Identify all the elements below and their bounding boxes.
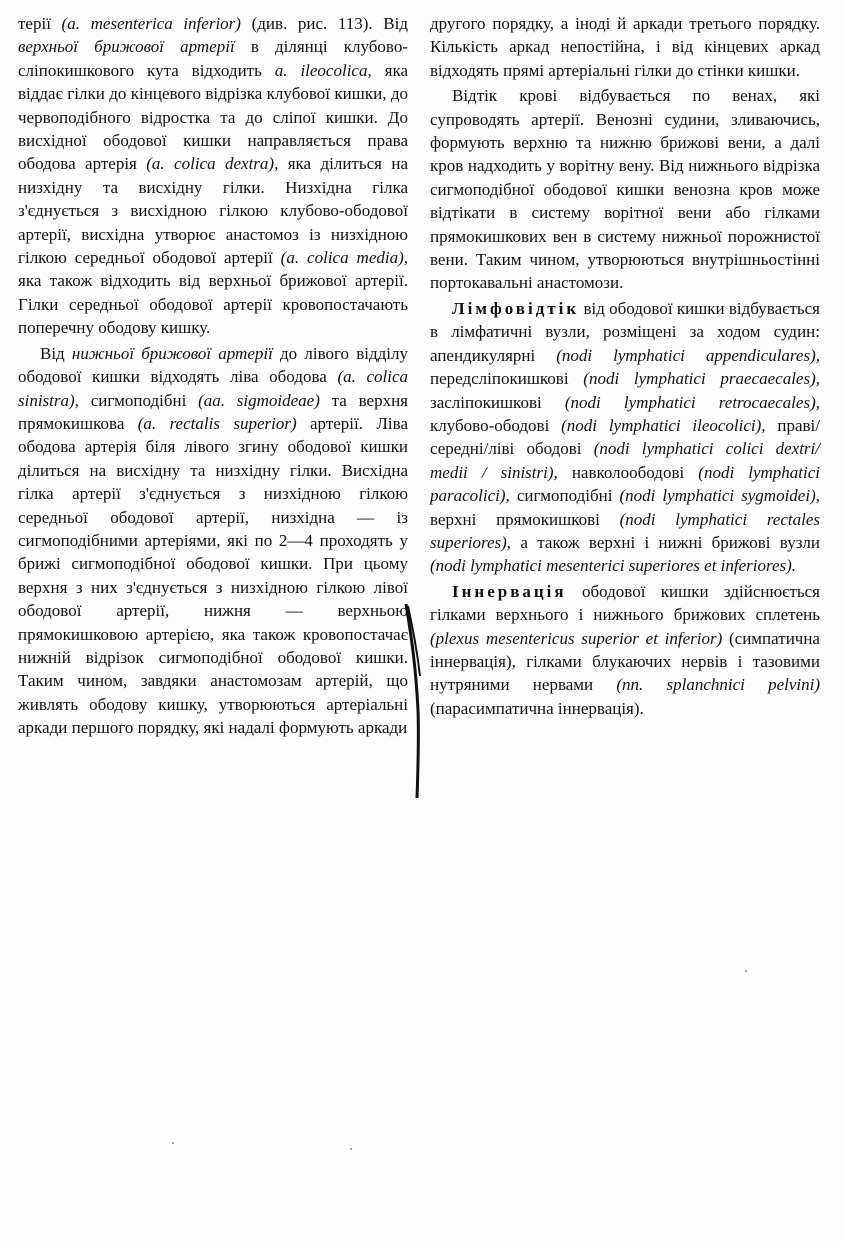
- scan-speck: [172, 1142, 174, 1144]
- paragraph-innervation: Іннервація ободової кишки здійснюється гілками верхнього і нижнього брижових сплетень (plexus mesentericus superior et inferior) (симпатична іннервація), гілками блукаючих нервів і тазовими нутряними нервами (nn. splanchnici pelvini) (парасимпатична іннервація).: [430, 581, 820, 718]
- term-innervation: Іннервація: [452, 581, 567, 601]
- paragraph-arteries-inferior: Від нижньої брижової артерії до лівого відділу ободової кишки відходять ліва ободова (a. colica sinistra), сигмоподібні (aa. sigmoideae) та верхня прямокишкова (a. rectalis superior) артерії. Ліва ободова артерія біля лівого згину ободової кишки ділиться на висхідну та низхідну гілки. Висхідна гілка артерії з'єднується з низхідною гілкою середньої ободової артерії, низхідна — із сигмоподібними артеріями, які по 2—4 проходять у брижі сигмоподібної ободової кишки. При цьому верхня з них з'єднується з низхідною гілкою лівої ободової артерії, нижня — верхньою прямокишковою артерією, яка також кровопостачає нижній відрізок сигмоподібної ободової кишки. Таким чином, завдяки анастомозам артерій, що живлять ободову кишку, утворюються артеріальні аркади першого порядку, які надалі формують аркади: [18, 343, 408, 738]
- right-column: [430, 12, 820, 720]
- paragraph-lymph-outflow: Лімфовідтік від ободової кишки відбувається в лімфатичні вузли, розміщені за ходом судин: апендикулярні (nodi lymphatici appendiculares), передсліпокишкові (nodi lymphatici praecaecales), засліпокишкові (nodi lymphatici retrocaecales), клубово-ободові (nodi lymphatici ileocolici), праві/середні/ліві ободові (nodi lymphatici colici dextri/ medii / sinistri), навколоободові (nodi lymphatici paracolici), сигмоподібні (nodi lymphatici sygmoidei), верхні прямокишкові (nodi lymphatici rectales superiores), а також верхні і нижні брижові вузли (nodi lymphatici mesenterici superiores et inferiores).: [430, 298, 821, 576]
- paragraph-arteries-superior: терії (a. mesenterica inferior) (див. рис. 113). Від верхньої брижової артерії в ділянці клубово-сліпокишкового кута відходить a. ileocolica, яка віддає гілки до кінцевого відрізка клубової кишки, до червоподібного відростка та до сліпої кишки. До висхідної ободової кишки направляється права ободова артерія (a. colica dextra), яка ділиться на низхідну та висхідну гілки. Низхідна гілка з'єднується з висхідною гілкою клубово-ободової артерії, висхідна утворює анастомоз із низхідною гілкою середньої ободової артерії (a. colica media), яка також відходить від верхньої брижової артерії. Гілки середньої ободової артерії кровопостачають поперечну ободову кишку.: [18, 14, 409, 338]
- paragraph-venous-outflow: Відтік крові відбувається по венах, які супроводять артерії. Венозні судини, зливаючись, формують верхню та нижню брижові вени, а далі кров надходить у ворітну вену. Від нижнього відрізка сигмоподібної ободової кишки венозна кров може відтікати в систему ворітної вени або гілками прямокишкових вен в систему нижньої порожнистої вени. Таким чином, утворюються внутрішньостінні портокавальні анастомози.: [430, 86, 820, 293]
- scan-speck: [745, 970, 747, 972]
- scan-speck: [350, 1148, 352, 1150]
- margin-pen-mark: [404, 600, 428, 800]
- paragraph-arcades: другого порядку, а іноді й аркади третього порядку. Кількість аркад непостійна, і від кінцевих аркад відходять прямі артеріальні гілки до стінки кишки.: [430, 14, 820, 80]
- term-lymph-outflow: Лімфовідтік: [452, 298, 580, 318]
- left-column: [18, 12, 408, 740]
